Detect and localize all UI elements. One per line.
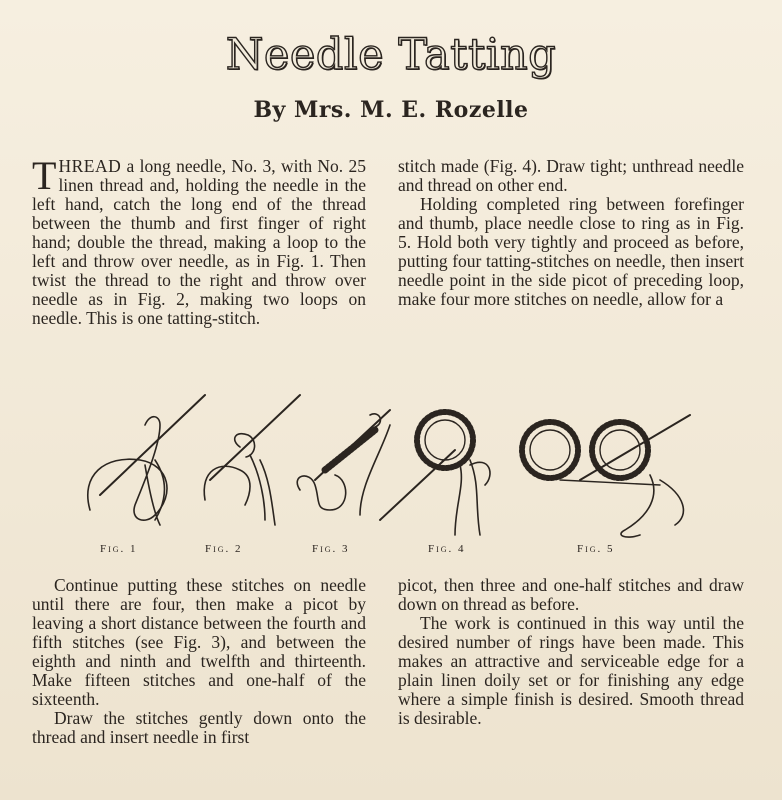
figure-5-drawing bbox=[522, 415, 690, 537]
figure-3-drawing bbox=[297, 410, 390, 515]
figure-4-caption: Fig. 4 bbox=[428, 543, 466, 555]
article-byline: By Mrs. M. E. Rozelle bbox=[253, 97, 529, 123]
tatting-figures-illustration bbox=[60, 385, 740, 560]
paragraph-1-text: a long needle, No. 3, with No. 25 linen thread and, holding the needle in the left hand, catch the long end of the thread between the thumb and first finger of right hand; double the thread, making a loop to the left and throw over needle, as in Fig. 1. Then twist the thread to the right and throw over needle as in Fig. 2, making two loops on needle. This is one tatting-stitch. bbox=[32, 156, 366, 328]
paragraph-6: picot, then three and one-half stitches and draw down on thread as before. bbox=[398, 575, 744, 614]
column-bottom-left bbox=[32, 576, 366, 747]
figure-1-drawing bbox=[88, 395, 205, 525]
figure-5-caption: Fig. 5 bbox=[577, 543, 615, 555]
figure-2-caption: Fig. 2 bbox=[205, 543, 243, 555]
column-bottom-right bbox=[398, 576, 744, 728]
article-title: Needle Tatting bbox=[225, 30, 557, 80]
paragraph-7: The work is continued in this way until the desired number of rings have been made. This makes an attractive and serviceable edge for a plain linen doily set or for finishing any edge where a simple finish is desired. Smooth thread is desirable. bbox=[398, 613, 744, 728]
figure-1-caption: Fig. 1 bbox=[100, 543, 138, 555]
paragraph-4: Continue putting these stitches on needle until there are four, then make a picot by leaving a short distance between the fourth and fifth stitches (see Fig. 3), and between the eighth and ninth and twelfth and thirteenth. Make fifteen stitches and one-half of the sixteenth. bbox=[32, 575, 366, 709]
figure-4-drawing bbox=[380, 412, 490, 535]
paragraph-1-smallcaps: HREAD bbox=[58, 156, 122, 176]
paragraph-3: Holding completed ring between forefinger and thumb, place needle close to ring as in Fig. 5. Hold both very tightly and proceed as before, putting four tatting-stitches on needle, then insert needle point in the side picot of preceding loop, make four more stitches on needle, allow for a bbox=[398, 194, 744, 309]
figure-3-caption: Fig. 3 bbox=[312, 543, 350, 555]
drop-cap: T bbox=[32, 153, 57, 198]
paragraph-5: Draw the stitches gently down onto the thread and insert needle in first bbox=[32, 708, 366, 747]
column-top-left bbox=[32, 153, 366, 328]
paragraph-2: stitch made (Fig. 4). Draw tight; unthread needle and thread on other end. bbox=[398, 156, 744, 195]
figure-2-drawing bbox=[204, 395, 300, 525]
column-top-right bbox=[398, 157, 744, 309]
paragraph-1 bbox=[32, 153, 366, 328]
